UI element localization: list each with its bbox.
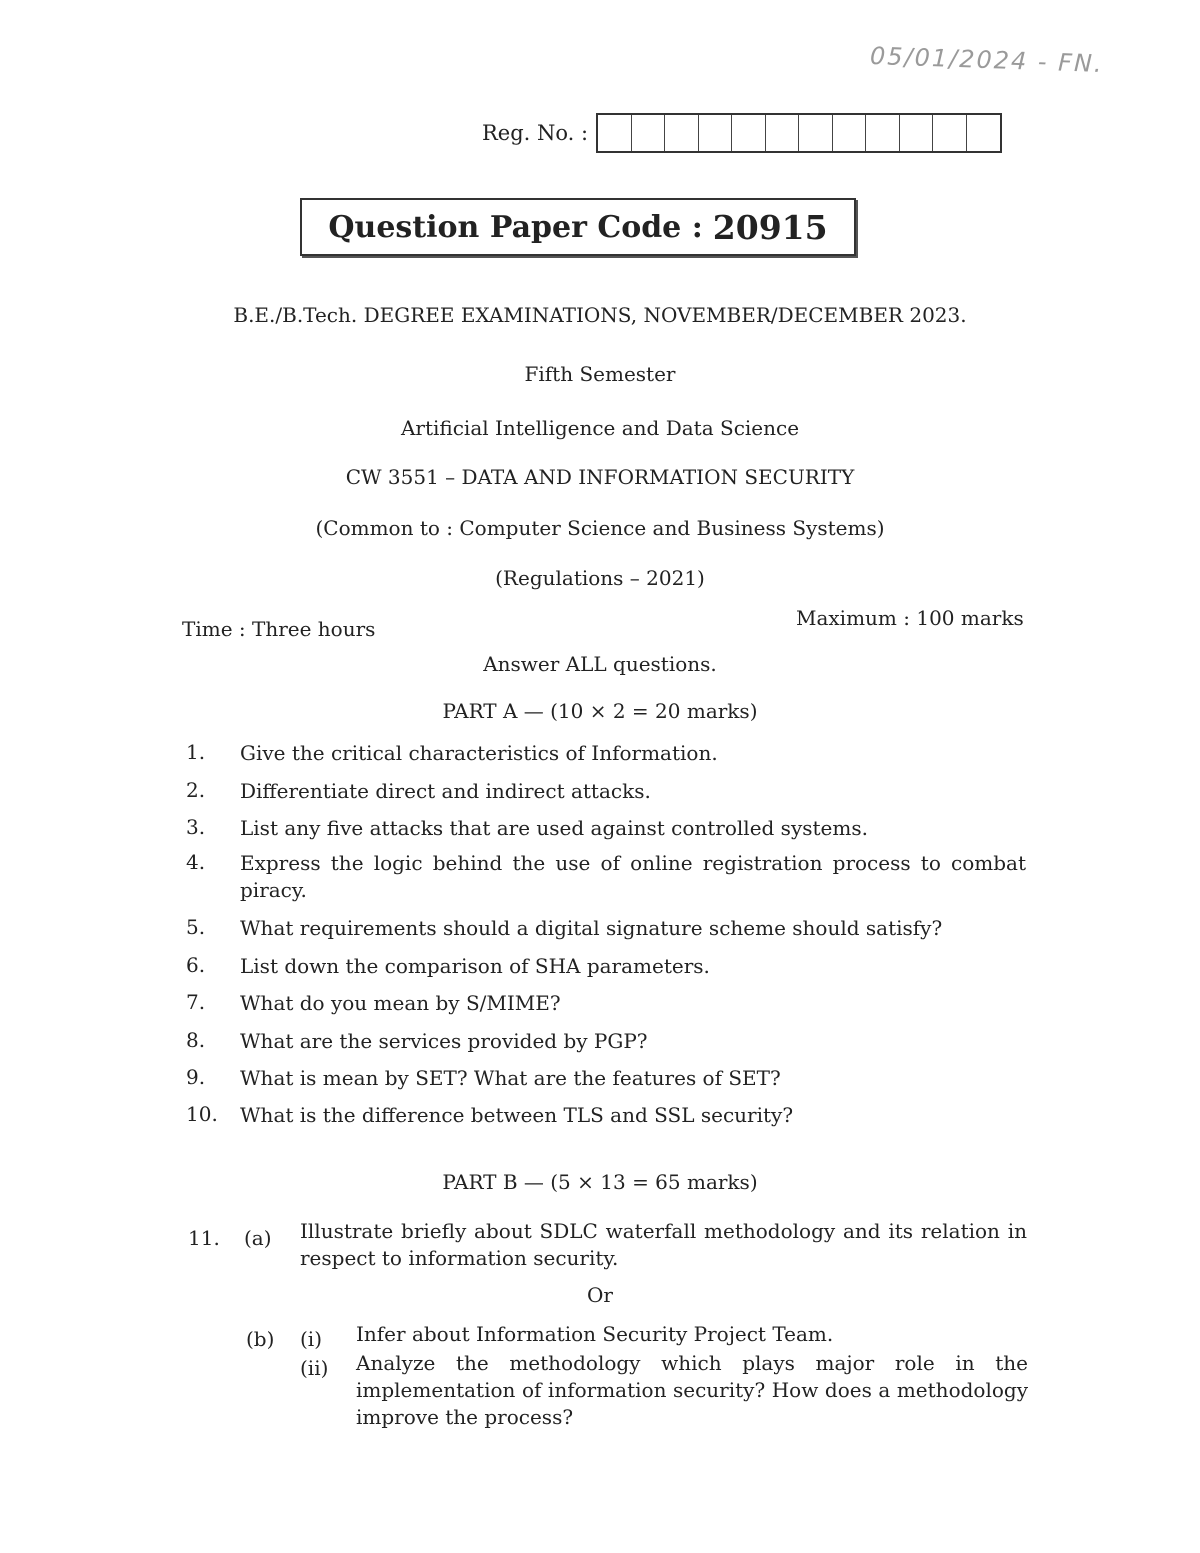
- question-text: Differentiate direct and indirect attacks.: [240, 779, 651, 803]
- q11-b-i-label: (i): [300, 1327, 323, 1351]
- question-text: What do you mean by S/MIME?: [240, 991, 561, 1015]
- reg-no-row: [482, 113, 1002, 153]
- q11-a-text: Illustrate briefly about SDLC waterfall methodology and its relation in respect to information security.: [300, 1219, 1027, 1270]
- paper-code-number: 20915: [712, 207, 828, 247]
- part-b-title: PART B — (5 × 13 = 65 marks): [442, 1170, 758, 1194]
- question-number: 6.: [186, 953, 206, 977]
- part-a-question: [186, 953, 1026, 980]
- q11-or: Or: [587, 1283, 613, 1307]
- q11-b-i-text: Infer about Information Security Project Team.: [356, 1322, 834, 1346]
- question-number: 2.: [186, 778, 206, 802]
- reg-no-box: [933, 115, 967, 151]
- part-a-question: [186, 850, 1026, 904]
- q11-a-label: (a): [244, 1226, 272, 1250]
- time: Time : Three hours: [182, 617, 376, 641]
- reg-no-box: [699, 115, 733, 151]
- handwritten-date: 05/01/2024 - FN.: [869, 41, 1105, 79]
- question-text: List down the comparison of SHA parameters.: [240, 954, 710, 978]
- max-marks: Maximum : 100 marks: [796, 606, 1024, 630]
- question-text: List any five attacks that are used against controlled systems.: [240, 816, 868, 840]
- instruction: Answer ALL questions.: [483, 652, 717, 676]
- common-to: (Common to : Computer Science and Business Systems): [315, 516, 885, 540]
- question-number: 4.: [186, 850, 206, 874]
- q11-b-ii-label: (ii): [300, 1356, 329, 1380]
- part-a-question: [186, 778, 1026, 805]
- semester: Fifth Semester: [524, 362, 676, 386]
- part-a-title: PART A — (10 × 2 = 20 marks): [442, 699, 758, 723]
- regulations: (Regulations – 2021): [495, 566, 705, 590]
- reg-no-box: [967, 115, 1001, 151]
- reg-no-box: [665, 115, 699, 151]
- reg-no-box: [833, 115, 867, 151]
- paper-code-label: Question Paper Code :: [328, 209, 703, 245]
- reg-no-label: Reg. No. :: [482, 121, 589, 145]
- exam-title: B.E./B.Tech. DEGREE EXAMINATIONS, NOVEMBER/DECEMBER 2023.: [233, 303, 967, 327]
- question-text: What are the services provided by PGP?: [240, 1029, 648, 1053]
- reg-no-box: [799, 115, 833, 151]
- part-a-question: [186, 1102, 1026, 1129]
- q11-b-label: (b): [246, 1327, 275, 1351]
- question-number: 7.: [186, 990, 206, 1014]
- part-a-question: [186, 815, 1026, 842]
- question-text: What is mean by SET? What are the features of SET?: [240, 1066, 781, 1090]
- question-number: 10.: [186, 1102, 218, 1126]
- branch: Artificial Intelligence and Data Science: [400, 416, 800, 440]
- part-a-question: [186, 1028, 1026, 1055]
- reg-no-boxes: [596, 113, 1002, 153]
- question-text: Express the logic behind the use of online registration process to combat piracy.: [240, 851, 1026, 902]
- reg-no-box: [598, 115, 632, 151]
- part-a-question: [186, 740, 1026, 767]
- q11-b-ii-text: Analyze the methodology which plays major role in the implementation of information security? How does a methodology improve the process?: [356, 1351, 1028, 1429]
- question-text: What is the difference between TLS and SSL security?: [240, 1103, 794, 1127]
- q11-number: 11.: [188, 1226, 220, 1250]
- question-number: 3.: [186, 815, 206, 839]
- reg-no-box: [632, 115, 666, 151]
- reg-no-box: [900, 115, 934, 151]
- reg-no-box: [766, 115, 800, 151]
- question-paper-code-box: [300, 198, 856, 256]
- reg-no-box: [866, 115, 900, 151]
- question-text: Give the critical characteristics of Information.: [240, 741, 718, 765]
- question-number: 1.: [186, 740, 206, 764]
- question-text: What requirements should a digital signature scheme should satisfy?: [240, 916, 943, 940]
- part-a-question: [186, 990, 1026, 1017]
- subject: CW 3551 – DATA AND INFORMATION SECURITY: [345, 465, 855, 489]
- question-number: 9.: [186, 1065, 206, 1089]
- part-a-question: [186, 915, 1026, 942]
- part-a-question: [186, 1065, 1026, 1092]
- question-number: 8.: [186, 1028, 206, 1052]
- question-number: 5.: [186, 915, 206, 939]
- reg-no-box: [732, 115, 766, 151]
